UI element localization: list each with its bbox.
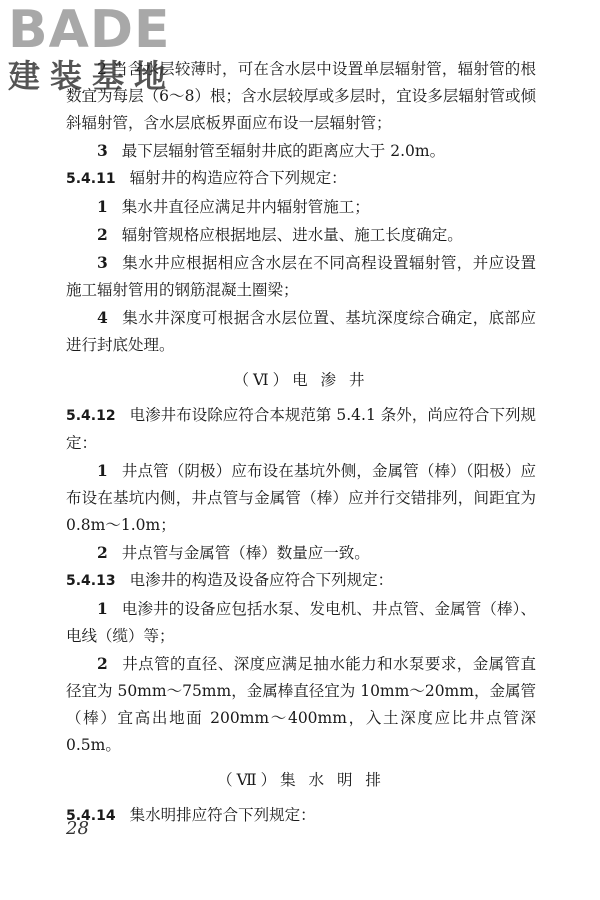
- clause: [66, 802, 536, 830]
- item-text: 集水井应根据相应含水层在不同高程设置辐射管，并应设置施工辐射管用的钢筋混凝土圈梁；: [66, 254, 536, 299]
- item-number: 3: [97, 141, 108, 160]
- list-item: [66, 221, 536, 249]
- list-item: [66, 249, 536, 304]
- item-number: 3: [97, 253, 108, 272]
- page-number: 28: [66, 818, 89, 839]
- list-item: [66, 304, 536, 359]
- list-item: [66, 137, 536, 165]
- watermark-logo: [8, 0, 177, 95]
- section-heading: （Ⅶ）集 水 明 排: [217, 771, 385, 789]
- item-text: 集水井深度可根据含水层位置、基坑深度综合确定，底部应进行封底处理。: [66, 309, 536, 354]
- item-number: 2: [97, 225, 108, 244]
- clause: [66, 402, 536, 457]
- logo-text-bade: BADE: [8, 0, 171, 60]
- item-number: 2: [97, 543, 108, 562]
- item-text: 集水井直径应满足井内辐射管施工；: [121, 198, 370, 216]
- logo-text-chinese: 建装基地: [8, 57, 177, 95]
- clause: [66, 165, 536, 193]
- clause-number: 5.4.11: [66, 171, 116, 187]
- item-text: 井点管的直径、深度应满足抽水能力和水泵要求，金属管直径宜为 50mm～75mm，金属棒直径宜为 10mm～20mm，金属管（棒）宜高出地面 200mm～400mm，入土深度应比井点管深 0.5m。: [66, 655, 536, 754]
- list-item: [66, 595, 536, 650]
- list-item: [66, 539, 536, 567]
- item-number: 1: [97, 197, 108, 216]
- item-number: 1: [97, 461, 108, 480]
- clause-number: 5.4.12: [66, 408, 116, 424]
- list-item: [66, 193, 536, 221]
- item-text: 电渗井的设备应包括水泵、发电机、井点管、金属管（棒）、电线（缆）等；: [66, 600, 536, 645]
- item-number: 1: [97, 599, 108, 618]
- section-heading: （Ⅵ）电 渗 井: [233, 371, 369, 389]
- item-text: 辐射管规格应根据地层、进水量、施工长度确定。: [121, 226, 463, 244]
- item-text: 最下层辐射管至辐射井底的距离应大于 2.0m。: [121, 142, 446, 160]
- clause-text: 电渗井的构造及设备应符合下列规定：: [129, 571, 394, 589]
- clause-text: 电渗井布设除应符合本规范第 5.4.1 条外，尚应符合下列规定：: [66, 406, 536, 452]
- document-body: [66, 56, 536, 830]
- clause: [66, 567, 536, 595]
- item-text: 井点管与金属管（棒）数量应一致。: [121, 544, 370, 562]
- clause-number: 5.4.13: [66, 573, 116, 589]
- clause-text: 辐射井的构造应符合下列规定：: [129, 169, 347, 187]
- paragraph-text: 2 当含水层较薄时，可在含水层中设置单层辐射管，辐射管的根数宜为每层（6～8）根；含水层较厚或多层时，宜设多层辐射管或倾斜辐射管，含水层底板界面应布设一层辐射管；: [66, 60, 536, 132]
- list-item: [66, 650, 536, 759]
- list-item: [66, 457, 536, 539]
- item-number: 2: [97, 654, 108, 673]
- clause-text: 集水明排应符合下列规定：: [129, 806, 316, 824]
- clause-number: 5.4.14: [66, 808, 116, 824]
- item-text: 井点管（阴极）应布设在基坑外侧，金属管（棒）（阳极）应布设在基坑内侧，井点管与金属管（棒）应并行交错排列，间距宜为 0.8m～1.0m；: [66, 462, 536, 534]
- item-number: 4: [97, 308, 108, 327]
